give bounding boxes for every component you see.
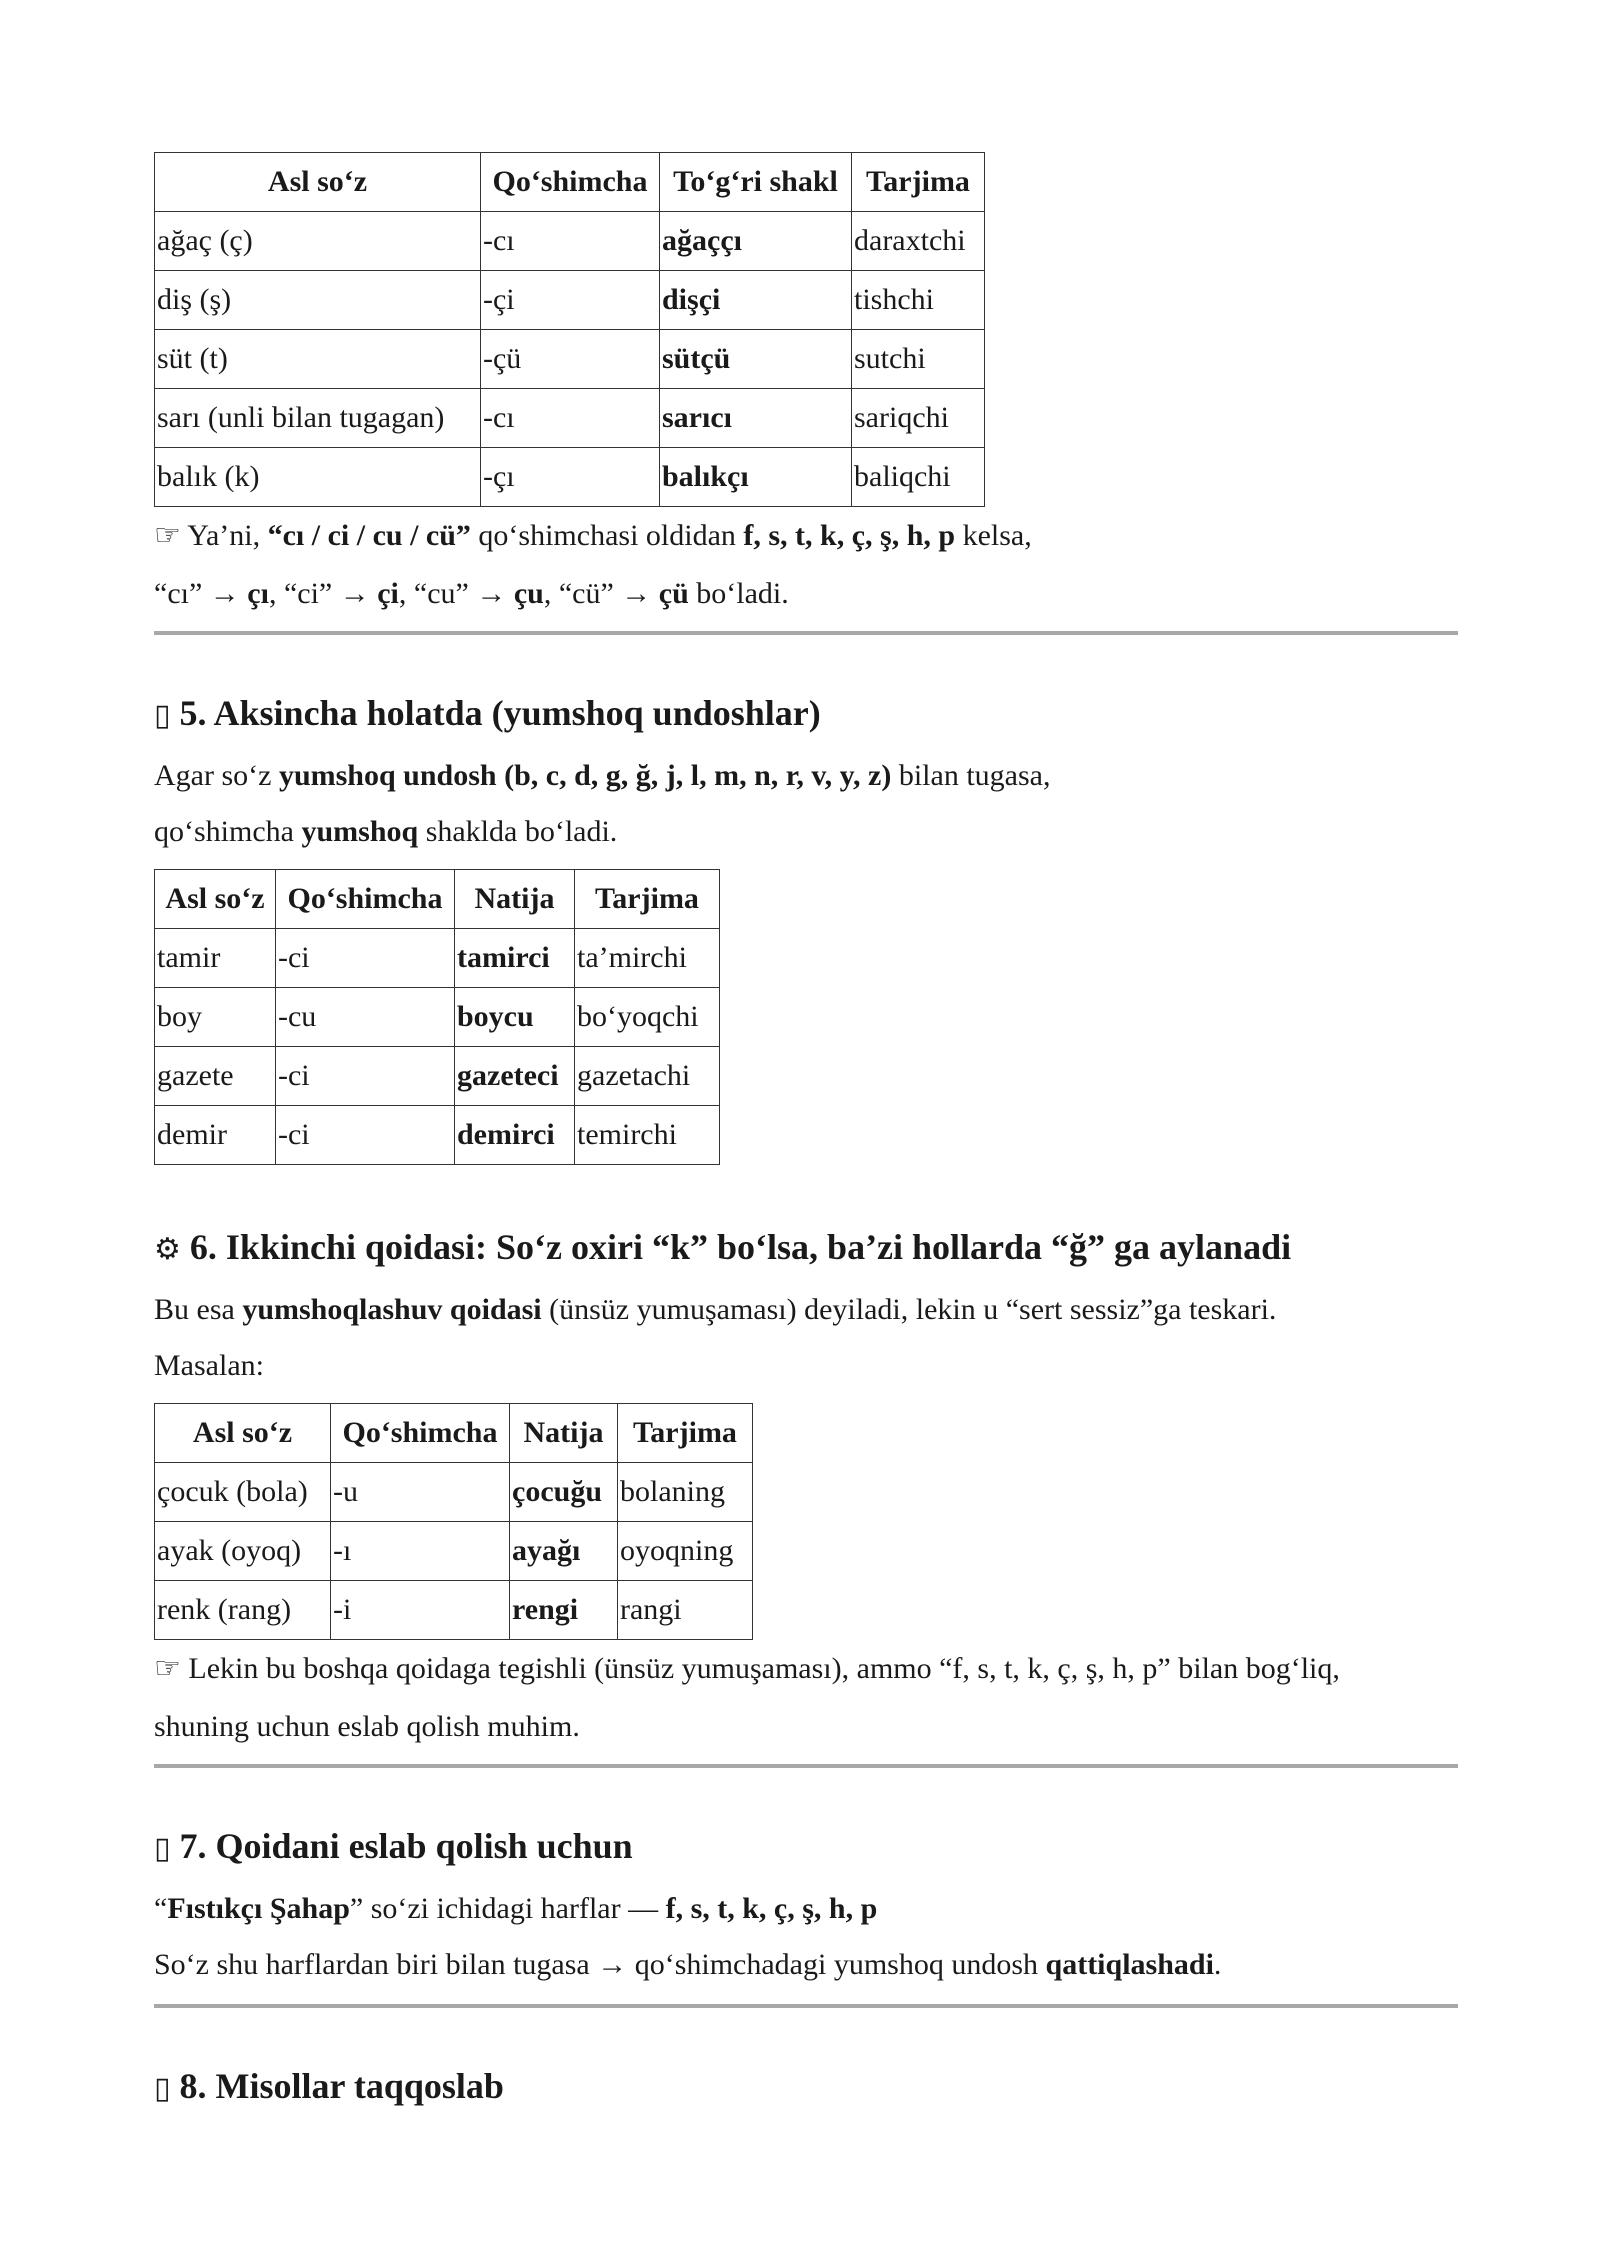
table-header: Asl so‘z [155, 1404, 331, 1463]
table-header: Asl so‘z [155, 153, 481, 212]
table-cell: bolaning [618, 1463, 753, 1522]
table-cell: sarı (unli bilan tugagan) [155, 389, 481, 448]
missing-glyph-icon: ▯ [154, 698, 171, 733]
pointing-hand-icon: ☞ [154, 1651, 181, 1686]
table-row [155, 929, 720, 988]
table-header: Asl so‘z [155, 870, 276, 929]
table-cell: oyoqning [618, 1522, 753, 1581]
table-cell: -çü [481, 330, 660, 389]
table-row [155, 330, 985, 389]
table-row [155, 1522, 753, 1581]
table-cell: -çı [481, 448, 660, 507]
table-row [155, 389, 985, 448]
table-cell: -çi [481, 271, 660, 330]
table-cell: ağaççı [660, 212, 852, 271]
table-cell: baliqchi [852, 448, 985, 507]
table-cell: -ci [276, 1106, 455, 1165]
section-heading: ▯ 8. Misollar taqqoslab [154, 2066, 504, 2106]
table-cell: gazeteci [455, 1047, 575, 1106]
paragraph-line: qo‘shimcha yumshoq shaklda bo‘ladi. [154, 815, 618, 848]
table-cell: gazetachi [575, 1047, 720, 1106]
table-cell: ayağı [510, 1522, 618, 1581]
table-cell: demir [155, 1106, 276, 1165]
table-cell: -i [331, 1581, 510, 1640]
section-divider [154, 2004, 1458, 2008]
table-cell: ağaç (ç) [155, 212, 481, 271]
missing-glyph-icon: ▯ [154, 2071, 171, 2106]
table-cell: rengi [510, 1581, 618, 1640]
note-line: “cı” → çı, “ci” → çi, “cu” → çu, “cü” → çü bo‘ladi. [154, 577, 789, 610]
table-header: Qo‘shimcha [331, 1404, 510, 1463]
table-cell: rangi [618, 1581, 753, 1640]
note-line: ☞ Ya’ni, “cı / ci / cu / cü” qo‘shimchasi oldidan f, s, t, k, ç, ş, h, p kelsa, [154, 518, 1032, 553]
table-row [155, 988, 720, 1047]
table-cell: sarıcı [660, 389, 852, 448]
table-cell: bo‘yoqchi [575, 988, 720, 1047]
table-cell: çocuğu [510, 1463, 618, 1522]
table-cell: çocuk (bola) [155, 1463, 331, 1522]
table-cell: -u [331, 1463, 510, 1522]
paragraph-line: Bu esa yumshoqlashuv qoidasi (ünsüz yumuşaması) deyiladi, lekin u “sert sessiz”ga teskari. [154, 1293, 1277, 1326]
table-header-row [155, 153, 985, 212]
table-row [155, 1463, 753, 1522]
table-row [155, 271, 985, 330]
table-header: Qo‘shimcha [481, 153, 660, 212]
table-cell: sutchi [852, 330, 985, 389]
table-cell: boy [155, 988, 276, 1047]
section-divider [154, 631, 1458, 635]
table-row [155, 1581, 753, 1640]
table-cell: temirchi [575, 1106, 720, 1165]
table-header: Tarjima [852, 153, 985, 212]
table-cell: sütçü [660, 330, 852, 389]
table-cell: tishchi [852, 271, 985, 330]
table-cell: dişçi [660, 271, 852, 330]
table-cell: -cu [276, 988, 455, 1047]
table-cell: -ci [276, 1047, 455, 1106]
section-divider [154, 1764, 1458, 1768]
table-cell: sariqchi [852, 389, 985, 448]
table-header: To‘g‘ri shakl [660, 153, 852, 212]
section-heading: ▯ 5. Aksincha holatda (yumshoq undoshlar) [154, 693, 821, 733]
table-header-row [155, 870, 720, 929]
table-cell: tamir [155, 929, 276, 988]
table-cell: ayak (oyoq) [155, 1522, 331, 1581]
table-cell: diş (ş) [155, 271, 481, 330]
table-header: Natija [510, 1404, 618, 1463]
suffix-table-soft [154, 869, 720, 1165]
note-line: shuning uchun eslab qolish muhim. [154, 1710, 580, 1743]
table-cell: demirci [455, 1106, 575, 1165]
table-row [155, 212, 985, 271]
table-cell: gazete [155, 1047, 276, 1106]
pointing-hand-icon: ☞ [154, 518, 181, 553]
table-row [155, 1106, 720, 1165]
table-cell: boycu [455, 988, 575, 1047]
table-cell: renk (rang) [155, 1581, 331, 1640]
table-cell: balıkçı [660, 448, 852, 507]
paragraph-line: “Fıstıkçı Şahap” so‘zi ichidagi harflar — f, s, t, k, ç, ş, h, p [154, 1892, 878, 1925]
paragraph-line: Agar so‘z yumshoq undosh (b, c, d, g, ğ, j, l, m, n, r, v, y, z) bilan tugasa, [154, 759, 1051, 792]
table-cell: süt (t) [155, 330, 481, 389]
table-cell: -cı [481, 389, 660, 448]
table-row [155, 448, 985, 507]
note-line: ☞ Lekin bu boshqa qoidaga tegishli (ünsüz yumuşaması), ammo “f, s, t, k, ç, ş, h, p” bilan bog‘liq, [154, 1651, 1340, 1686]
table-header-row [155, 1404, 753, 1463]
table-cell: -ı [331, 1522, 510, 1581]
gear-icon: ⚙ [154, 1232, 181, 1267]
suffix-table-hard [154, 152, 985, 507]
table-cell: -ci [276, 929, 455, 988]
softening-table [154, 1403, 753, 1640]
table-cell: tamirci [455, 929, 575, 988]
paragraph-line: Masalan: [154, 1349, 264, 1382]
missing-glyph-icon: ▯ [154, 1831, 171, 1866]
table-header: Qo‘shimcha [276, 870, 455, 929]
table-header: Tarjima [575, 870, 720, 929]
document-page [154, 152, 1458, 2104]
table-header: Tarjima [618, 1404, 753, 1463]
table-cell: -cı [481, 212, 660, 271]
section-heading: ⚙ 6. Ikkinchi qoidasi: So‘z oxiri “k” bo‘lsa, ba’zi hollarda “ğ” ga aylanadi [154, 1227, 1292, 1267]
section-heading: ▯ 7. Qoidani eslab qolish uchun [154, 1826, 633, 1866]
table-row [155, 1047, 720, 1106]
table-cell: ta’mirchi [575, 929, 720, 988]
table-cell: balık (k) [155, 448, 481, 507]
table-cell: daraxtchi [852, 212, 985, 271]
table-header: Natija [455, 870, 575, 929]
paragraph-line: So‘z shu harflardan biri bilan tugasa → qo‘shimchadagi yumshoq undosh qattiqlashadi. [154, 1948, 1222, 1981]
